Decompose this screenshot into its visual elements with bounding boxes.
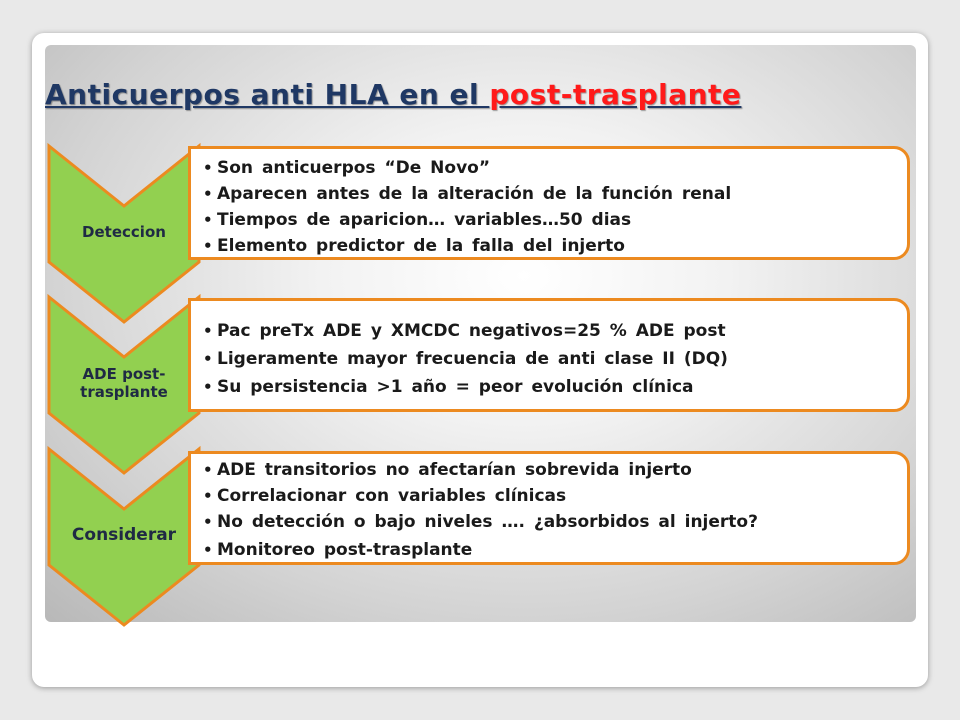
chevron-considerar <box>49 449 199 625</box>
item-text: Tiempos de aparicion… variables…50 dias <box>217 210 632 230</box>
item-text: Correlacionar con variables clínicas <box>217 486 567 506</box>
list-item: • Ligeramente mayor frecuencia de anti clase II (DQ) <box>203 349 728 369</box>
list-item: • ADE transitorios no afectarían sobrevida injerto <box>203 460 692 480</box>
chevron-deteccion <box>49 146 199 322</box>
item-text: Aparecen antes de la alteración de la función renal <box>217 184 732 204</box>
list-item: • Pac preTx ADE y XMCDC negativos=25 % ADE post <box>203 321 726 341</box>
title-highlight: post-trasplante <box>489 78 742 111</box>
item-text: ADE transitorios no afectarían sobrevida injerto <box>217 460 692 480</box>
chevron-label-deteccion: Deteccion <box>82 223 166 241</box>
item-text: Ligeramente mayor frecuencia de anti clase II (DQ) <box>217 349 728 369</box>
list-item: • No detección o bajo niveles …. ¿absorbidos al injerto? <box>203 512 758 532</box>
item-text: Monitoreo post-trasplante <box>217 540 473 560</box>
chevron-label-ade: ADE post-trasplante <box>80 365 168 401</box>
bullet-box-considerar <box>188 451 910 565</box>
list-item: • Correlacionar con variables clínicas <box>203 486 567 506</box>
item-text: Son anticuerpos “De Novo” <box>217 158 491 178</box>
list-item: • Su persistencia >1 año = peor evolución clínica <box>203 377 694 397</box>
bullet-box-deteccion <box>188 146 910 260</box>
chevron-label-considerar: Considerar <box>71 525 177 545</box>
slide-title <box>45 78 741 111</box>
chevron-ade-post-trasplante <box>49 297 199 473</box>
list-item: • Elemento predictor de la falla del injerto <box>203 236 625 256</box>
list-item: • Monitoreo post-trasplante <box>203 540 473 560</box>
item-text: Pac preTx ADE y XMCDC negativos=25 % ADE post <box>217 321 726 341</box>
list-item: • Aparecen antes de la alteración de la función renal <box>203 184 732 204</box>
list-item: • Tiempos de aparicion… variables…50 dias <box>203 210 632 230</box>
bullet-box-ade <box>188 298 910 412</box>
list-item: • Son anticuerpos “De Novo” <box>203 158 491 178</box>
title-main: Anticuerpos anti HLA en el <box>45 78 490 111</box>
item-text: Su persistencia >1 año = peor evolución clínica <box>217 377 694 397</box>
item-text: No detección o bajo niveles …. ¿absorbidos al injerto? <box>217 512 758 532</box>
item-text: Elemento predictor de la falla del injerto <box>217 236 625 256</box>
